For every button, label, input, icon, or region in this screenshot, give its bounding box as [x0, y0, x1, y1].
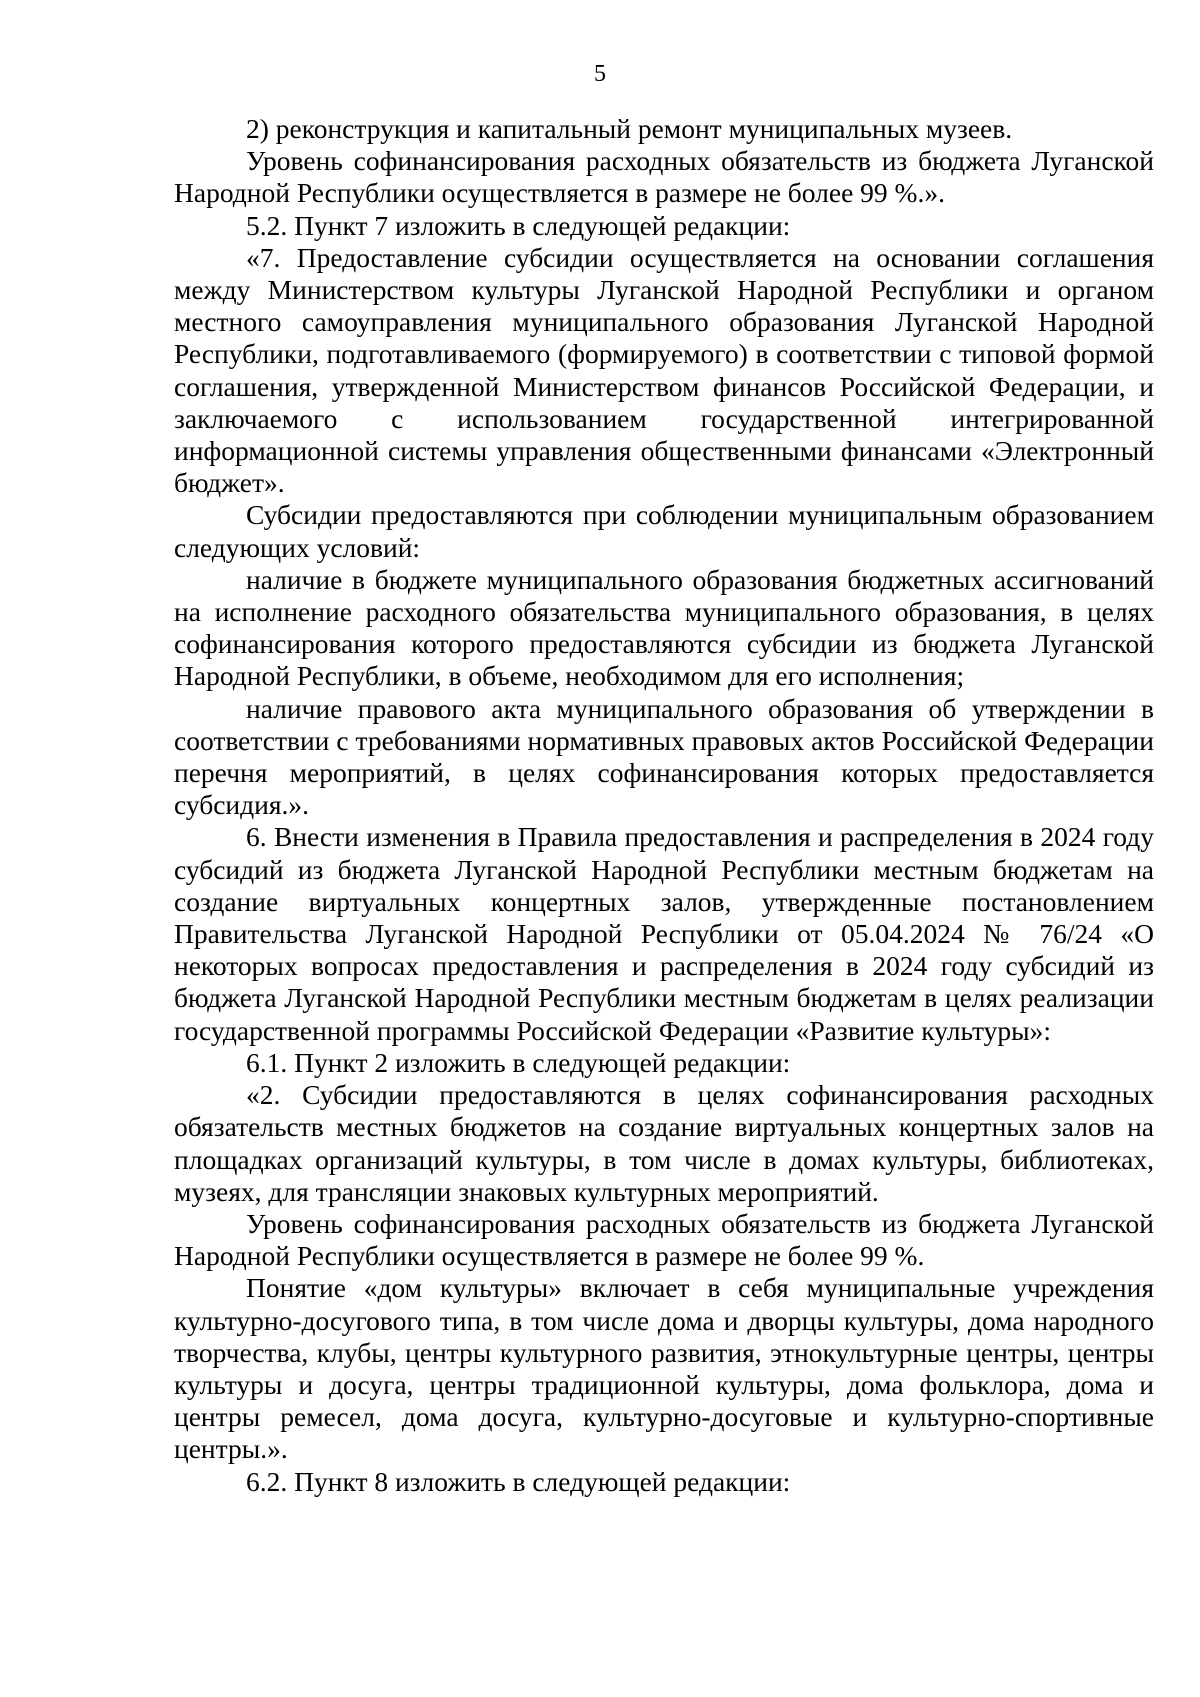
paragraph-item-6-2: 6.2. Пункт 8 изложить в следующей редакции: — [246, 1465, 791, 1497]
document-body — [174, 113, 1154, 1498]
paragraph-cofinancing-level-museums: Уровень софинансирования расходных обязательств из бюджета Луганской Народной Республики осуществляется в размере не более 99 %.». — [174, 145, 1154, 209]
paragraph-item-2-purpose: «2. Субсидии предоставляются в целях софинансирования расходных обязательств местных бюджетов на создание виртуальных концертных залов на площадках организаций культуры, в том числе в домах культуры, библиотеках, музеях, для трансляции знаковых культурных мероприятий. — [174, 1079, 1154, 1207]
paragraph-house-of-culture-definition: Понятие «дом культуры» включает в себя муниципальные учреждения культурно-досугового типа, в том числе дома и дворцы культуры, дома народного творчества, клубы, центры культурного развития, этнокультурные центры, центры культуры и досуга, центры традиционной культуры, дома фольклора, дома и центры ремесел, дома досуга, культурно-досуговые и культурно-спортивные центры.». — [174, 1272, 1154, 1465]
paragraph-item-6-1: 6.1. Пункт 2 изложить в следующей редакции: — [246, 1046, 791, 1078]
paragraph-cofinancing-level-halls: Уровень софинансирования расходных обязательств из бюджета Луганской Народной Республики осуществляется в размере не более 99 %. — [174, 1207, 1154, 1272]
paragraph-subsidy-conditions: Субсидии предоставляются при соблюдении муниципальным образованием следующих условий: — [174, 499, 1154, 563]
page-number: 5 — [594, 61, 606, 87]
paragraph-item-5-2: 5.2. Пункт 7 изложить в следующей редакции: — [246, 209, 791, 241]
paragraph-condition-budget-allocations: наличие в бюджете муниципального образования бюджетных ассигнований на исполнение расходного обязательства муниципального образования, в целях софинансирования которого предоставляются субсидии из бюджета Луганской Народной Республики, в объеме, необходимом для его исполнения; — [174, 563, 1154, 692]
paragraph-item-7-agreement: «7. Предоставление субсидии осуществляется на основании соглашения между Министерством культуры Луганской Народной Республики и органом местного самоуправления муниципального образования Луганской Народной Республики, подготавливаемого (формируемого) в соответствии с типовой формой соглашения, утвержденной Министерством финансов Российской Федерации, и заключаемого с использованием государственной интегрированной информационной системы управления общественными финансами «Электронный бюджет». — [174, 241, 1154, 499]
paragraph-condition-legal-act: наличие правового акта муниципального образования об утверждении в соответствии с требованиями нормативных правовых актов Российской Федерации перечня мероприятий, в целях софинансирования которых предоставляется субсидия.». — [174, 692, 1154, 821]
paragraph-item-6-amendments: 6. Внести изменения в Правила предоставления и распределения в 2024 году субсидий из бюджета Луганской Народной Республики местным бюджетам на создание виртуальных концертных залов, утвержденные постановлением Правительства Луганской Народной Республики от 05.04.2024 № 76/24 «О некоторых вопросах предоставления и распределения в 2024 году субсидий из бюджета Луганской Народной Республики местным бюджетам в целях реализации государственной программы Российской Федерации «Развитие культуры»: — [174, 821, 1154, 1046]
paragraph-museum-reconstruction: 2) реконструкция и капитальный ремонт муниципальных музеев. — [246, 113, 1013, 144]
